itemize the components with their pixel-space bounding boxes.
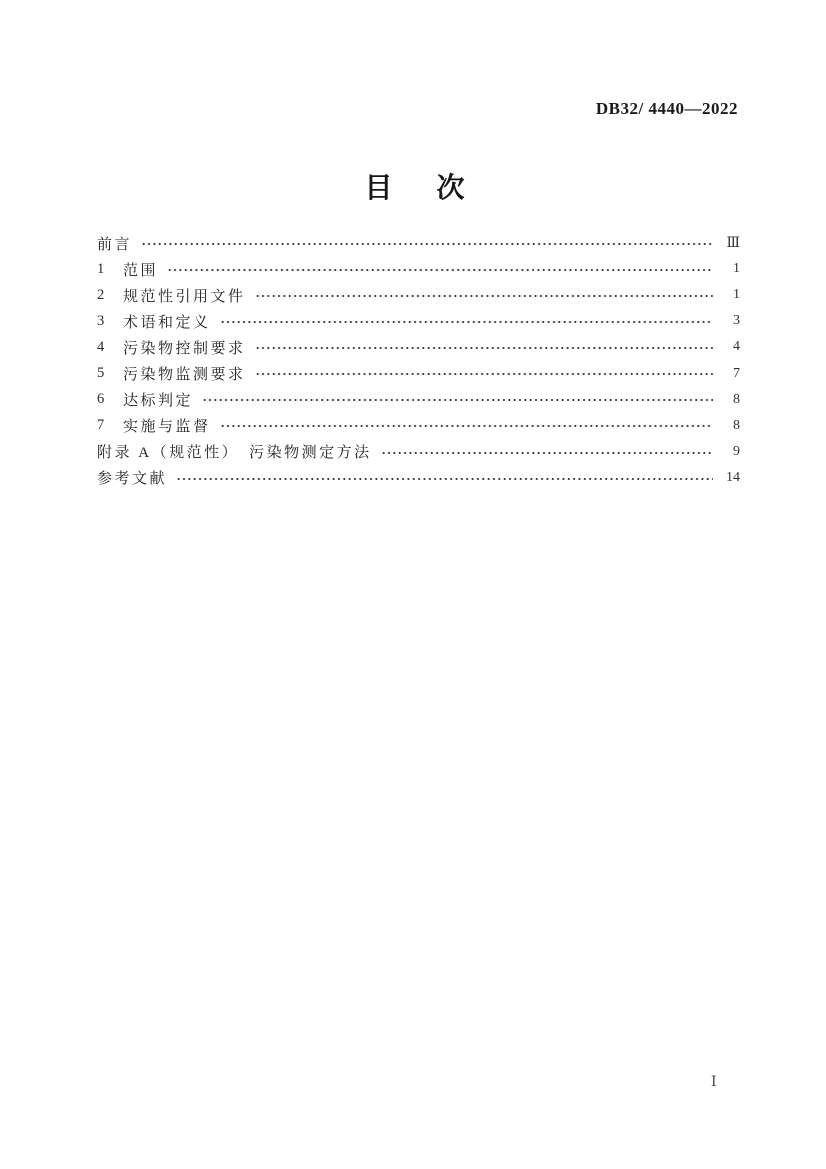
toc-entry-label: 术语和定义: [123, 314, 211, 331]
toc-entry-number: 1: [97, 260, 105, 277]
toc-entry-label: 达标判定: [123, 393, 194, 410]
toc-entry-label: 污染物监测要求: [123, 367, 246, 384]
toc-entry-label: 范围: [123, 262, 159, 279]
toc-entry-page: 7: [733, 365, 740, 381]
toc-entry: [97, 413, 740, 439]
toc-entry-number: 4: [97, 338, 105, 355]
toc-entry: [97, 282, 740, 308]
toc-entry-number: 3: [97, 312, 105, 329]
toc-entry-page: 3: [733, 313, 740, 329]
toc-entry: [97, 334, 740, 360]
toc-dot-leader: [255, 334, 713, 360]
toc-dot-leader: [202, 387, 713, 413]
toc-dot-leader: [220, 308, 713, 334]
toc-entry-label: 前言: [97, 236, 133, 253]
toc-entry-page: 8: [733, 391, 740, 407]
toc-dot-leader: [255, 282, 713, 308]
toc-entry-page: 1: [733, 287, 740, 303]
toc-entry: [97, 439, 740, 465]
toc-entry: [97, 230, 740, 256]
footer-page-number: Ⅰ: [711, 1075, 717, 1090]
toc-entry: [97, 256, 740, 282]
toc-entry: [97, 360, 740, 386]
toc-entry-label: 实施与监督: [123, 419, 211, 436]
toc-entry-label: 规范性引用文件: [123, 288, 246, 305]
toc-entry-label: 参考文献: [97, 471, 168, 488]
page-title: 目 次: [364, 172, 473, 203]
toc-entry-page: 9: [733, 443, 740, 459]
toc-entry-page: 4: [733, 339, 740, 355]
toc-entry-page: Ⅲ: [726, 235, 740, 251]
toc-entry-number: 5: [97, 365, 105, 382]
toc-dot-leader: [176, 465, 713, 491]
toc-entry-label: 附录 A（规范性） 污染物测定方法: [97, 445, 372, 462]
toc-entry-number: 6: [97, 391, 105, 408]
toc-entry: [97, 465, 740, 491]
toc-dot-leader: [255, 360, 713, 386]
toc-dot-leader: [220, 413, 713, 439]
toc-dot-leader: [381, 439, 713, 465]
standard-code: DB32/ 4440—2022: [595, 99, 738, 118]
toc-entry-number: 2: [97, 286, 105, 303]
toc-dot-leader: [141, 230, 713, 256]
toc-entry: [97, 387, 740, 413]
table-of-contents: [97, 230, 740, 491]
toc-entry-page: 14: [726, 469, 740, 485]
toc-entry-label: 污染物控制要求: [123, 340, 246, 357]
toc-entry-page: 8: [733, 417, 740, 433]
toc-dot-leader: [167, 256, 713, 282]
toc-entry-number: 7: [97, 417, 105, 434]
toc-entry: [97, 308, 740, 334]
toc-entry-page: 1: [733, 261, 740, 277]
